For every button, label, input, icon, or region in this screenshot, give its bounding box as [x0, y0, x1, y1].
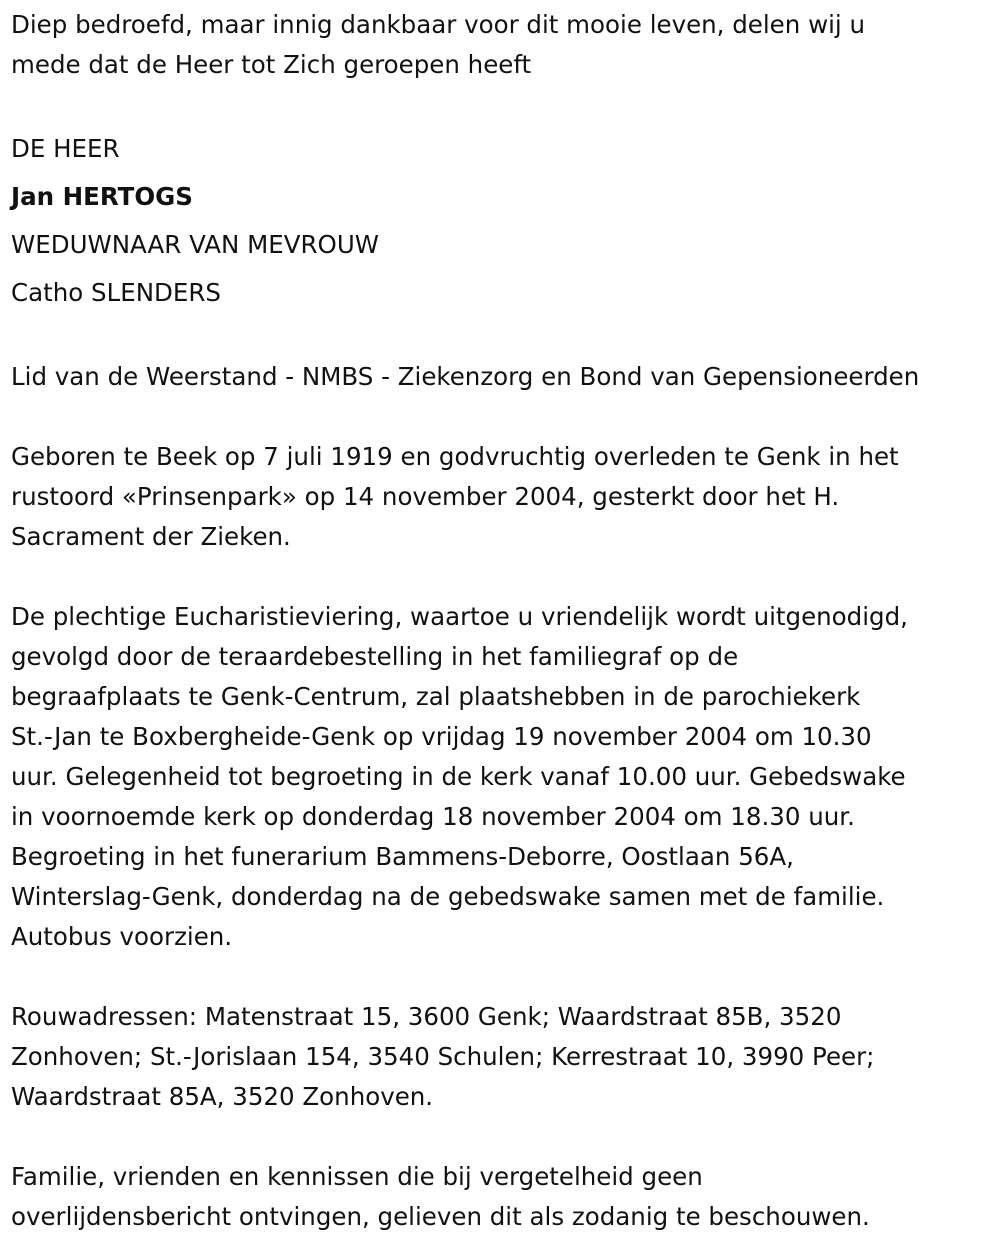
widower-of: WEDUWNAAR VAN MEVROUW: [11, 230, 379, 259]
spacer: [11, 397, 996, 437]
intro-paragraph: Diep bedroefd, maar innig dankbaar voor dit mooie leven, delen wij u mede dat de Heer tot Zich geroepen heeft: [11, 10, 866, 79]
spouse-name: Catho SLENDERS: [11, 278, 221, 307]
spacer: [11, 1117, 996, 1157]
birth-death-paragraph: Geboren te Beek op 7 juli 1919 en godvruchtig overleden te Genk in het rustoord «Prinsenpark» op 14 november 2004, gesterkt door het H. Sacrament der Zieken.: [11, 442, 899, 551]
honorific: DE HEER: [11, 134, 120, 163]
spacer: [11, 957, 996, 997]
membership-line: Lid van de Weerstand - NMBS - Ziekenzorg en Bond van Gepensioneerden: [11, 362, 920, 391]
spacer: [11, 557, 996, 597]
addresses-paragraph: Rouwadressen: Matenstraat 15, 3600 Genk; Waardstraat 85B, 3520 Zonhoven; St.-Jorislaan 154, 3540 Schulen; Kerrestraat 10, 3990 Peer; Waardstraat 85A, 3520 Zonhoven.: [11, 1002, 875, 1111]
closing-paragraph: Familie, vrienden en kennissen die bij vergetelheid geen overlijdensbericht ontvingen, gelieven dit als zodanig te beschouwen.: [11, 1162, 870, 1231]
obituary-notice: [11, 5, 996, 1237]
ceremony-paragraph: De plechtige Eucharistieviering, waartoe u vriendelijk wordt uitgenodigd, gevolgd door de teraardebestelling in het familiegraf op de begraafplaats te Genk-Centrum, zal plaatshebben in de parochiekerk St.-Jan te Boxbergheide-Genk op vrijdag 19 november 2004 om 10.30 uur. Gelegenheid tot begroeting in de kerk vanaf 10.00 uur. Gebedswake in voornoemde kerk op donderdag 18 november 2004 om 18.30 uur. Begroeting in het funerarium Bammens-Deborre, Oostlaan 56A, Winterslag-Genk, donderdag na de gebedswake samen met de familie. Autobus voorzien.: [11, 602, 908, 951]
spacer: [11, 85, 996, 125]
deceased-name: Jan HERTOGS: [11, 182, 193, 211]
spacer: [11, 317, 996, 357]
